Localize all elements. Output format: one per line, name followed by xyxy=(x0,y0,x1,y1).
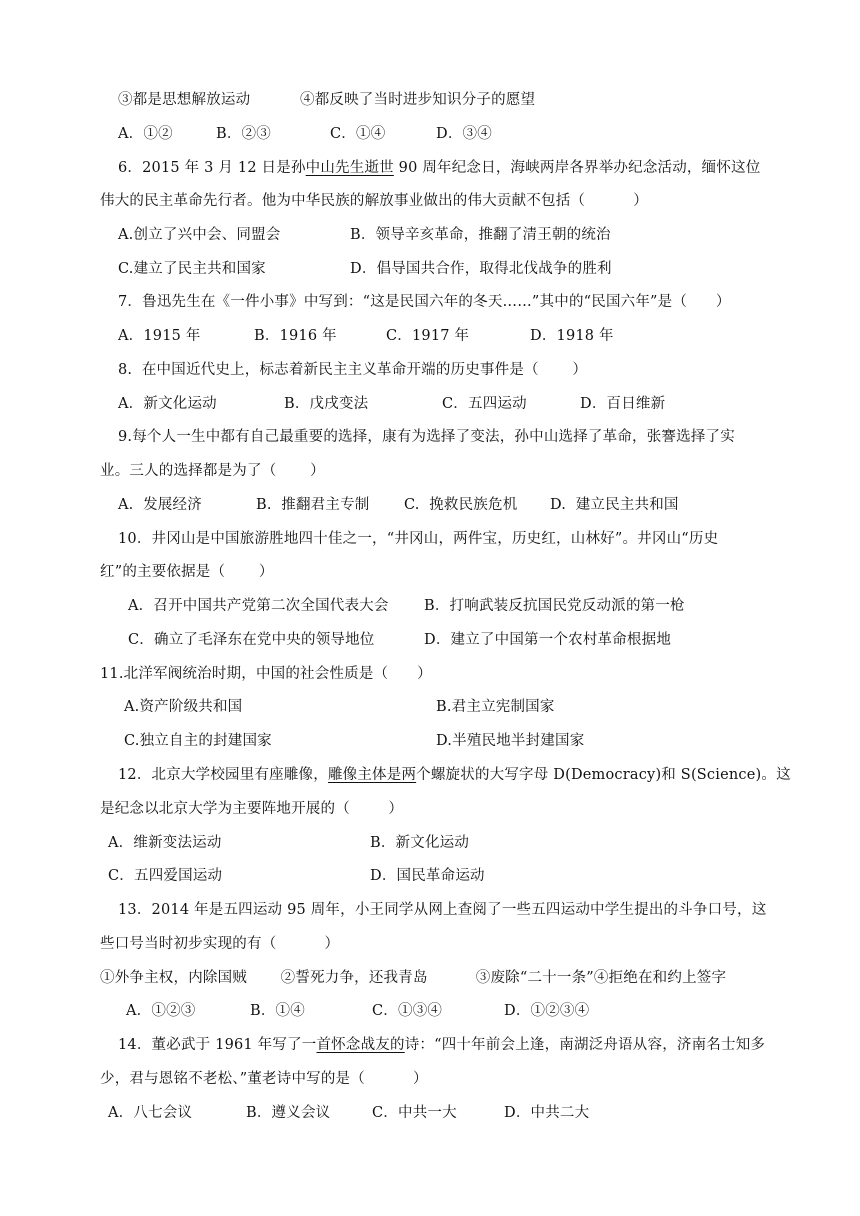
q8-choice-a: A．新文化运动 xyxy=(118,396,217,412)
q7-choice-c: C．1917 年 xyxy=(386,328,470,344)
q14-text-rest: 诗：“四十年前会上逢，南湖泛舟语从容，济南名士知多 xyxy=(404,1037,766,1053)
q14-text: 14．董必武于 1961 年写了一 xyxy=(118,1037,317,1053)
q14-stem-line2: 少，君与恩铭不老松、”董老诗中写的是（ ） xyxy=(100,1071,428,1087)
q10-choice-b: B．打响武装反抗国民党反动派的第一枪 xyxy=(424,598,685,614)
q14-choice-c: C．中共一大 xyxy=(372,1105,457,1121)
q9-choice-a: A. 发展经济 xyxy=(118,497,202,513)
q14-choice-d: D．中共二大 xyxy=(504,1105,590,1121)
q11-stem: 11.北洋军阀统治时期，中国的社会性质是（ ） xyxy=(100,666,432,682)
q7-stem: 7．鲁迅先生在《一件小事》中写到：“这是民国六年的冬天……”其中的“民国六年”是（ ） xyxy=(118,294,731,310)
q8-choice-d: D．百日维新 xyxy=(580,396,666,412)
q5-choice-d: D．③④ xyxy=(436,126,492,142)
q11-choice-b: B.君主立宪制国家 xyxy=(436,699,555,715)
q12-stem-line1 xyxy=(118,765,791,785)
option-4: ④都反映了当时进步知识分子的愿望 xyxy=(300,92,536,108)
q5-choice-a: A．①② xyxy=(118,126,173,142)
q6-stem-line1 xyxy=(118,158,760,178)
q12-choice-d: D．国民革命运动 xyxy=(370,868,485,884)
q10-stem-line1: 10．井冈山是中国旅游胜地四十佳之一，“井冈山，两件宝，历史红，山林好”。井冈山“历史 xyxy=(118,531,719,547)
q13-stem-line2: 些口号当时初步实现的有（ ） xyxy=(100,936,340,952)
q13-stem-line1: 13．2014 年是五四运动 95 周年，小王同学从网上查阅了一些五四运动中学生提出的斗争口号，这 xyxy=(118,902,767,918)
q10-choice-a: A．召开中国共产党第二次全国代表大会 xyxy=(128,598,389,614)
q9-stem-line2: 业。三人的选择都是为了（ ） xyxy=(100,463,325,479)
q13-choice-b: B．①④ xyxy=(250,1003,305,1019)
q9-choice-c: C. 挽救民族危机 xyxy=(404,497,518,513)
q12-underlined: 雕像主体是两 xyxy=(327,767,417,783)
q7-choice-a: A．1915 年 xyxy=(118,328,201,344)
q8-choice-b: B．戊戌变法 xyxy=(284,396,369,412)
q5-choice-c: C．①④ xyxy=(330,126,386,142)
q5-choice-b: B．②③ xyxy=(216,126,271,142)
q6-choice-b: B．领导辛亥革命，推翻了清王朝的统治 xyxy=(350,227,611,243)
q12-choice-a: A．维新变法运动 xyxy=(108,835,222,851)
q10-stem-line2: 红”的主要依据是（ ） xyxy=(100,564,274,580)
q14-choice-b: B．遵义会议 xyxy=(246,1105,331,1121)
q9-choice-b: B. 推翻君主专制 xyxy=(256,497,370,513)
q12-choice-c: C．五四爱国运动 xyxy=(108,868,223,884)
q11-choice-c: C.独立自主的封建国家 xyxy=(124,733,272,749)
q14-choice-a: A．八七会议 xyxy=(108,1105,193,1121)
q6-choice-a: A.创立了兴中会、同盟会 xyxy=(118,227,281,243)
q6-choice-d: D．倡导国共合作，取得北伐战争的胜利 xyxy=(350,261,612,277)
q14-stem-line1 xyxy=(118,1035,765,1055)
q8-stem: 8. 在中国近代史上，标志着新民主主义革命开端的历史事件是（ ） xyxy=(118,362,588,378)
q14-underlined: 首怀念战友的 xyxy=(316,1037,405,1053)
q13-options-line: ①外争主权，内除国贼 ②誓死力争，还我青岛 ③废除“二十一条”④拒绝在和约上签字 xyxy=(100,970,727,986)
q10-choice-c: C．确立了毛泽东在党中央的领导地位 xyxy=(128,632,375,648)
q12-choice-b: B．新文化运动 xyxy=(370,835,470,851)
q6-stem-line2: 伟大的民主革命先行者。他为中华民族的解放事业做出的伟大贡献不包括（ ） xyxy=(100,193,648,209)
q10-choice-d: D．建立了中国第一个农村革命根据地 xyxy=(424,632,672,648)
q12-text: 12．北京大学校园里有座雕像， xyxy=(118,767,328,783)
q13-choice-c: C．①③④ xyxy=(372,1003,443,1019)
q11-choice-d: D.半殖民地半封建国家 xyxy=(436,733,585,749)
q11-choice-a: A.资产阶级共和国 xyxy=(124,699,243,715)
q13-choice-a: A．①②③ xyxy=(126,1003,196,1019)
q7-choice-b: B．1916 年 xyxy=(254,328,337,344)
q9-choice-d: D. 建立民主共和国 xyxy=(550,497,679,513)
q6-choice-c: C.建立了民主共和国家 xyxy=(118,261,266,277)
q6-underlined: 中山先生逝世 xyxy=(305,160,394,176)
q7-choice-d: D．1918 年 xyxy=(530,328,614,344)
q12-stem-line2: 是纪念以北京大学为主要阵地开展的（ ） xyxy=(100,801,404,817)
q12-text-rest: 个螺旋状的大写字母 D(Democracy)和 S(Science)。这 xyxy=(416,767,791,783)
q13-choice-d: D．①②③④ xyxy=(504,1003,590,1019)
q9-stem-line1: 9.每个人一生中都有自己最重要的选择，康有为选择了变法，孙中山选择了革命，张謇选择了实 xyxy=(118,429,735,445)
option-3: ③都是思想解放运动 xyxy=(118,92,251,108)
q8-choice-c: C．五四运动 xyxy=(442,396,527,412)
q6-text-rest: 90 周年纪念日，海峡两岸各界举办纪念活动，缅怀这位 xyxy=(393,160,761,176)
q6-text: 6．2015 年 3 月 12 日是孙 xyxy=(118,160,306,176)
